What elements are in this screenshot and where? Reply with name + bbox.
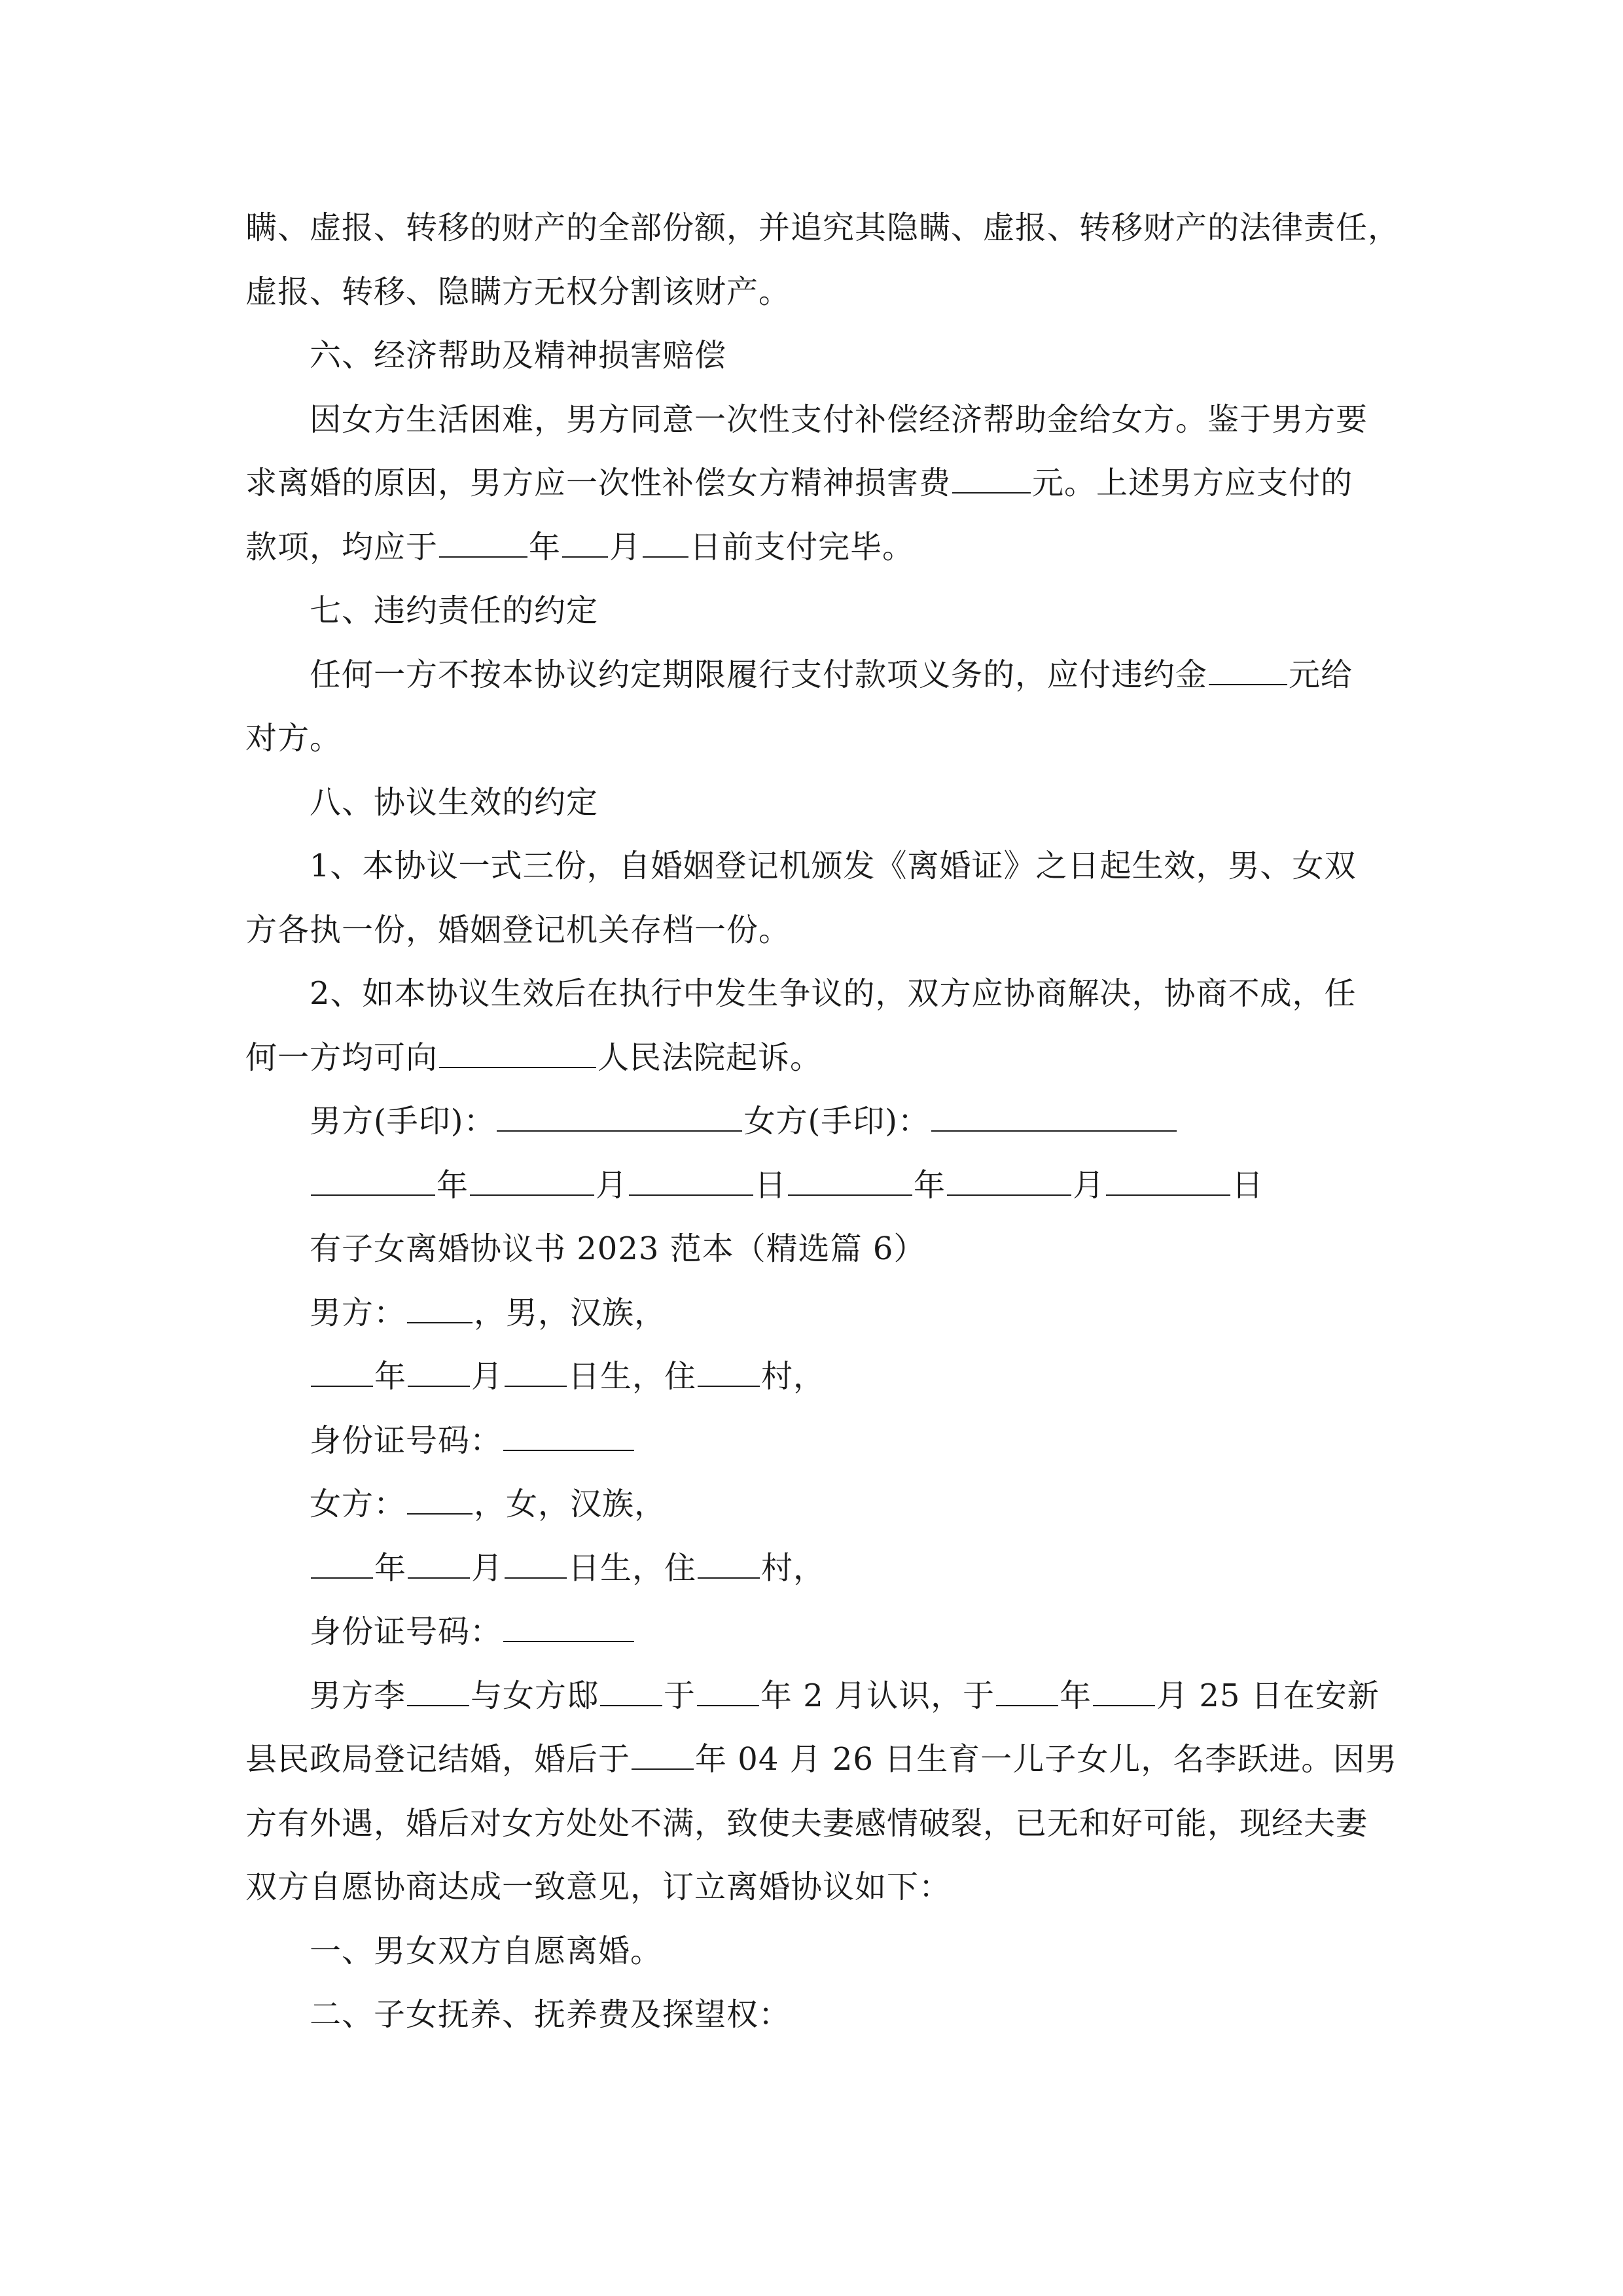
text: 日 bbox=[755, 1167, 787, 1204]
text: 元给 bbox=[1289, 656, 1353, 693]
text: 村， bbox=[761, 1358, 826, 1395]
blank-field bbox=[408, 1549, 470, 1579]
blank-field bbox=[439, 528, 527, 558]
text: 身份证号码： bbox=[310, 1613, 503, 1650]
signature-line bbox=[310, 1102, 1178, 1141]
text: 日生，住 bbox=[568, 1550, 697, 1587]
blank-field bbox=[1093, 1676, 1155, 1706]
blank-field bbox=[632, 1740, 694, 1770]
text: 年 bbox=[914, 1167, 946, 1204]
blank-field bbox=[503, 1612, 634, 1642]
blank-field bbox=[311, 1357, 373, 1387]
birth-line bbox=[310, 1357, 825, 1396]
text: 身份证号码： bbox=[310, 1422, 503, 1459]
blank-field bbox=[996, 1676, 1058, 1706]
blank-field bbox=[505, 1549, 567, 1579]
text: ，男，汉族， bbox=[474, 1295, 667, 1331]
birth-line bbox=[310, 1549, 825, 1588]
id-number-line bbox=[310, 1612, 635, 1651]
text: 于 bbox=[664, 1677, 696, 1714]
blank-field bbox=[600, 1676, 662, 1706]
clause-1: 一、男女双方自愿离婚。 bbox=[310, 1933, 663, 1969]
text: 年 bbox=[374, 1358, 407, 1395]
text: 款项，均应于 bbox=[245, 529, 438, 565]
text: 与女方邸 bbox=[471, 1677, 599, 1714]
blank-field bbox=[311, 1166, 435, 1196]
paragraph-line bbox=[310, 655, 1353, 694]
text: 年 2 月认识，于 bbox=[760, 1677, 995, 1714]
text: 日前支付完毕。 bbox=[690, 529, 915, 565]
clause-2: 二、子女抚养、抚养费及探望权： bbox=[310, 1996, 791, 2033]
paragraph-line: 方有外遇，婚后对女方处处不满，致使夫妻感情破裂，已无和好可能，现经夫妻 bbox=[245, 1805, 1368, 1842]
blank-field bbox=[505, 1357, 567, 1387]
blank-field bbox=[407, 1484, 473, 1515]
paragraph-line bbox=[310, 1676, 1380, 1715]
paragraph-line: 因女方生活困难，男方同意一次性支付补偿经济帮助金给女方。鉴于男方要 bbox=[310, 401, 1368, 438]
paragraph-line: 瞒、虚报、转移的财产的全部份额，并追究其隐瞒、虚报、转移财产的法律责任， bbox=[245, 209, 1400, 246]
blank-field bbox=[1106, 1166, 1230, 1196]
blank-field bbox=[311, 1549, 373, 1579]
text: ，女，汉族， bbox=[474, 1486, 667, 1522]
section-heading-7: 七、违约责任的约定 bbox=[310, 592, 599, 629]
paragraph-line: 方各执一份，婚姻登记机关存档一份。 bbox=[245, 912, 791, 948]
blank-field bbox=[503, 1421, 634, 1451]
text: 年 bbox=[1060, 1677, 1092, 1714]
paragraph-line: 双方自愿协商达成一致意见，订立离婚协议如下： bbox=[245, 1869, 952, 1905]
party-female bbox=[310, 1484, 666, 1524]
paragraph-line: 虚报、转移、隐瞒方无权分割该财产。 bbox=[245, 274, 791, 310]
blank-field bbox=[698, 1549, 760, 1579]
section-heading-6: 六、经济帮助及精神损害赔偿 bbox=[310, 337, 727, 374]
text: 任何一方不按本协议约定期限履行支付款项义务的，应付违约金 bbox=[310, 656, 1208, 693]
text: 何一方均可向 bbox=[245, 1039, 438, 1076]
paragraph-line bbox=[245, 1038, 822, 1077]
text: 年 bbox=[374, 1550, 407, 1587]
text: 村， bbox=[761, 1550, 826, 1587]
blank-field bbox=[629, 1166, 753, 1196]
text: 月 bbox=[1073, 1167, 1105, 1204]
text: 月 bbox=[471, 1550, 504, 1587]
document-title: 有子女离婚协议书 2023 范本（精选篇 6） bbox=[310, 1230, 926, 1267]
id-number-line bbox=[310, 1421, 635, 1460]
blank-field bbox=[439, 1038, 596, 1068]
text: 年 bbox=[529, 529, 562, 565]
text: 年 bbox=[437, 1167, 469, 1204]
text: 日 bbox=[1232, 1167, 1264, 1204]
text: 男方李 bbox=[310, 1677, 406, 1714]
paragraph-line: 1、本协议一式三份，自婚姻登记机颁发《离婚证》之日起生效，男、女双 bbox=[310, 848, 1357, 884]
text: 县民政局登记结婚，婚后于 bbox=[245, 1741, 631, 1778]
text: 男方： bbox=[310, 1295, 406, 1331]
blank-field bbox=[408, 1357, 470, 1387]
text: 月 bbox=[596, 1167, 628, 1204]
blank-field bbox=[470, 1166, 594, 1196]
text: 月 25 日在安新 bbox=[1156, 1677, 1380, 1714]
party-male bbox=[310, 1293, 666, 1333]
blank-field bbox=[497, 1102, 742, 1132]
text: 月 bbox=[609, 529, 642, 565]
blank-field bbox=[643, 528, 688, 558]
blank-field bbox=[697, 1676, 759, 1706]
text: 年 04 月 26 日生育一儿子女儿，名李跃进。因男 bbox=[695, 1741, 1398, 1778]
text: 女方： bbox=[310, 1486, 406, 1522]
text: 女方(手印)： bbox=[743, 1103, 930, 1139]
paragraph-line: 对方。 bbox=[245, 720, 342, 757]
date-line bbox=[310, 1166, 1264, 1205]
blank-field bbox=[1209, 655, 1287, 685]
blank-field bbox=[788, 1166, 912, 1196]
paragraph-line bbox=[245, 1740, 1397, 1779]
paragraph-line bbox=[245, 528, 914, 567]
paragraph-line bbox=[245, 463, 1353, 503]
blank-field bbox=[931, 1102, 1177, 1132]
section-heading-8: 八、协议生效的约定 bbox=[310, 784, 599, 821]
text: 男方(手印)： bbox=[310, 1103, 496, 1139]
blank-field bbox=[407, 1676, 469, 1706]
blank-field bbox=[562, 528, 608, 558]
blank-field bbox=[698, 1357, 760, 1387]
text: 日生，住 bbox=[568, 1358, 697, 1395]
blank-field bbox=[947, 1166, 1071, 1196]
text: 求离婚的原因，男方应一次性补偿女方精神损害费 bbox=[245, 465, 952, 501]
text: 元。上述男方应支付的 bbox=[1032, 465, 1353, 501]
paragraph-line: 2、如本协议生效后在执行中发生争议的，双方应协商解决，协商不成，任 bbox=[310, 975, 1357, 1012]
blank-field bbox=[407, 1293, 473, 1323]
text: 人民法院起诉。 bbox=[597, 1039, 823, 1076]
blank-field bbox=[952, 463, 1031, 493]
text: 月 bbox=[471, 1358, 504, 1395]
